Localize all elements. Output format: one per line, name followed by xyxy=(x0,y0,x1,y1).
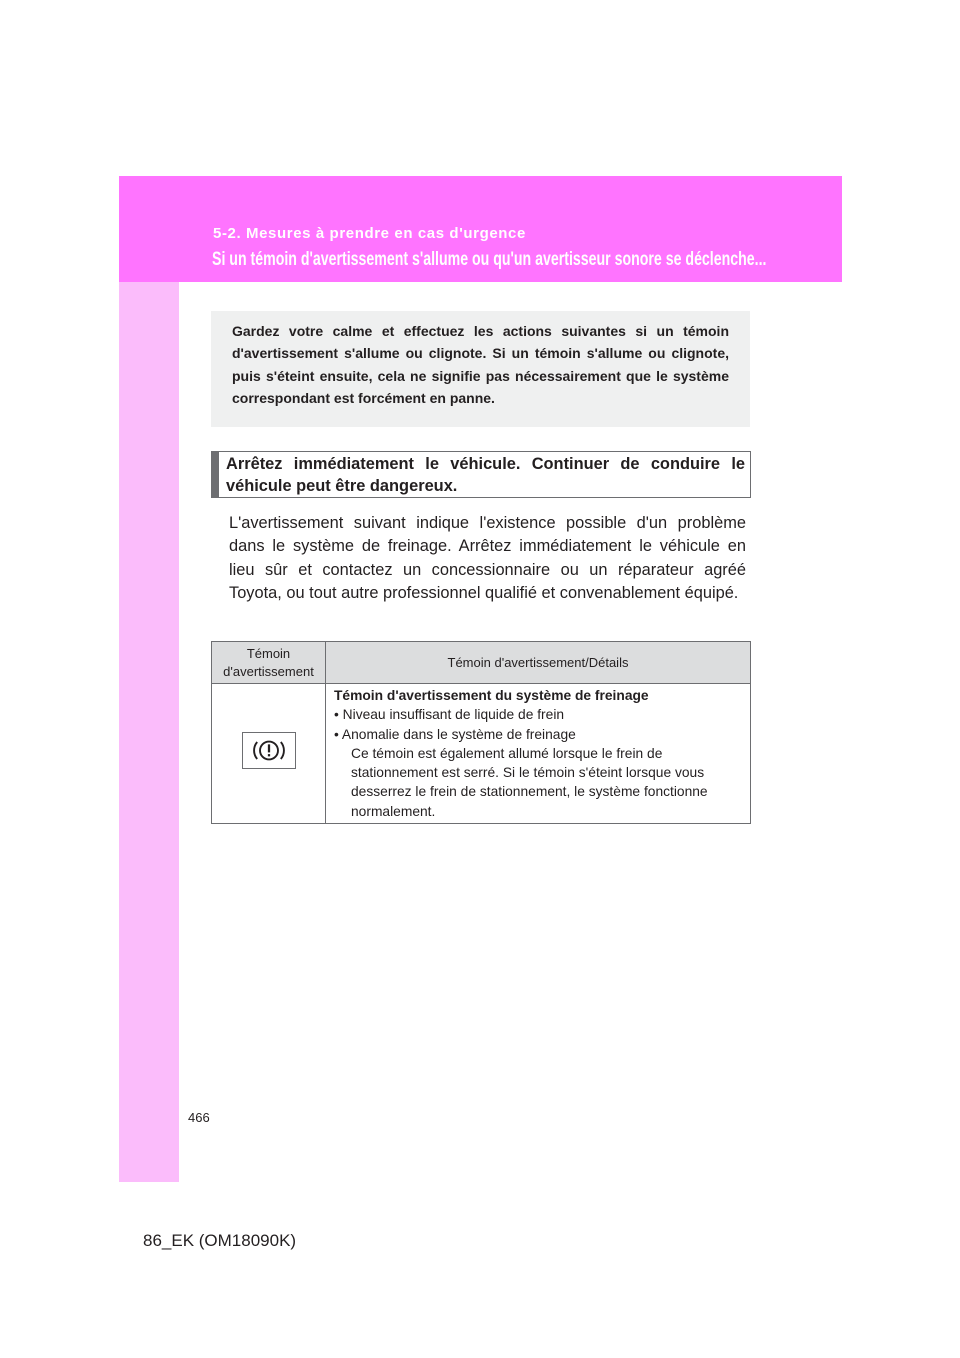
lamp-detail-cell xyxy=(326,684,751,824)
table-header-row xyxy=(212,642,751,684)
detail-bullet: • Anomalie dans le système de freinage xyxy=(334,726,576,742)
side-tab-strip xyxy=(119,176,179,1182)
table-row xyxy=(212,684,751,824)
section-label: 5-2. Mesures à prendre en cas d'urgence xyxy=(213,225,526,242)
detail-bullet: • Niveau insuffisant de liquide de frein xyxy=(334,707,565,723)
intro-text: Gardez votre calme et effectuez les actions suivantes si un témoin d'avertissement s'allume ou clignote. Si un témoin s'allume ou clignote, puis s'éteint ensuite, cela ne signifie pas nécessairement que le système correspondant est forcément en panne. xyxy=(232,323,729,406)
warning-text: Arrêtez immédiatement le véhicule. Continuer de conduire le véhicule peut être dangereux. xyxy=(226,455,745,495)
document-code: 86_EK (OM18090K) xyxy=(143,1231,297,1250)
intro-box xyxy=(211,311,750,427)
body-paragraph: L'avertissement suivant indique l'existence possible d'un problème dans le système de freinage. Arrêtez immédiatement le véhicule en lieu sûr et contactez un concessionnaire ou un réparateur agréé Toyota, ou tout autre professionnel qualifié et convenablement équipé. xyxy=(229,514,746,602)
header-lamp-line1: Témoin xyxy=(246,645,291,661)
page-title: Si un témoin d'avertissement s'allume ou qu'un avertisseur sonore se déclenche... xyxy=(212,249,767,270)
detail-note: Ce témoin est également allumé lorsque le frein de stationnement est serré. Si le témoin s'éteint lorsque vous desserrez le frein de stationnement, le système fonctionne normalement. xyxy=(351,745,708,819)
warning-box xyxy=(211,451,751,498)
header-details-column: Témoin d'avertissement/Détails xyxy=(326,642,751,684)
page-number: 466 xyxy=(188,1110,210,1125)
warning-lamp-table xyxy=(211,641,751,824)
header-lamp-column xyxy=(212,642,326,684)
brake-warning-icon xyxy=(242,732,296,769)
detail-title: Témoin d'avertissement du système de freinage xyxy=(334,688,649,703)
lamp-icon-cell xyxy=(212,684,326,824)
header-lamp-line2: d'avertissement xyxy=(223,663,314,679)
